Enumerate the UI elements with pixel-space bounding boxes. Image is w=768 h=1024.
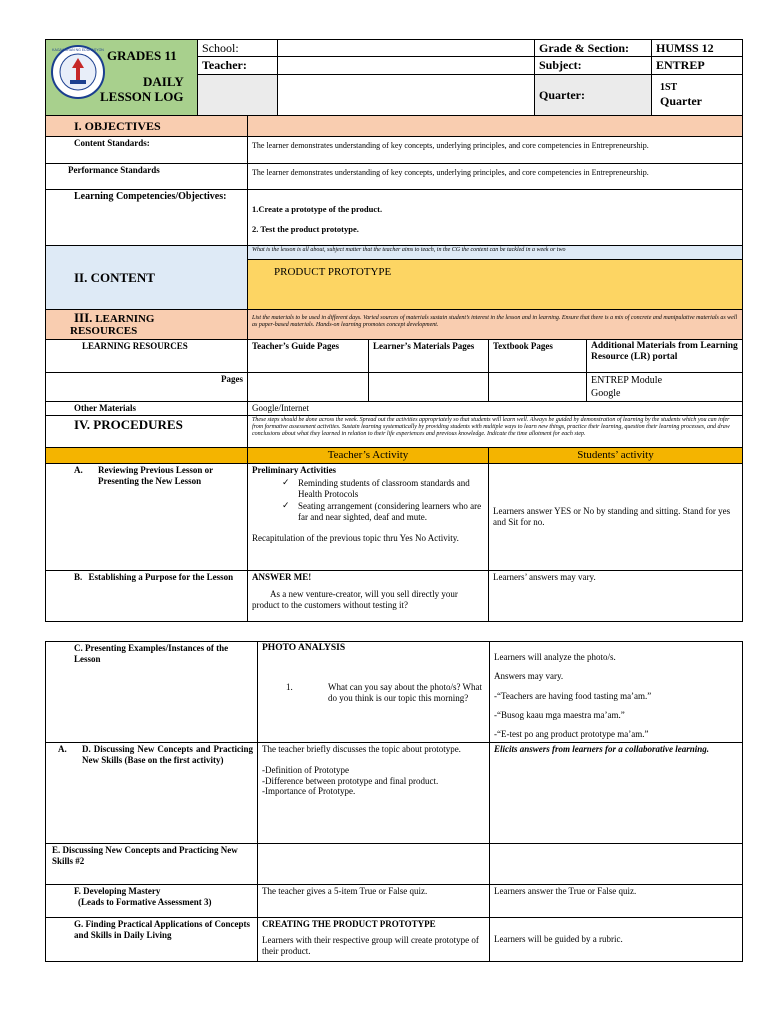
google-name: Google [591,388,621,399]
step-g-teacher [258,918,490,962]
step-f-label [46,885,258,918]
content-title: II. CONTENT [46,246,248,310]
other-materials-label: Other Materials [46,402,248,416]
step-d-letter: A. [58,744,67,754]
step-b-text: Establishing a Purpose for the Lesson [88,571,234,582]
procedures-note: These steps should be done across the week. Spread out the activities appropriately so that students will learn well. Always be guided by demonstration of learning by the students which you can infer from formative assessment activities. Sustain learning systematically by providing students with multiple ways to learn new things, practice their learning, question their learning processes, and draw conclusions about what they learned in relation to their life experiences and previous knowledge. Indicate the time allotment for each step. [248,415,743,447]
students-activity-header: Students’ activity [489,447,743,463]
resources-title-text: LEARNING [92,313,155,325]
photo-analysis-heading: PHOTO ANALYSIS [262,643,346,653]
other-materials-value: Google/Internet [248,402,743,416]
resources-title-num: III. [74,310,93,325]
step-a-students: Learners answer YES or No by standing and sitting. Stand for yes and Sit for no. [489,463,743,570]
step-e-teacher [258,844,490,885]
question-number: 1. [286,682,293,693]
step-b-teacher [248,570,489,621]
step-c-teacher [258,642,490,743]
resources-note: List the materials to be used in different days. Varied sources of materials sustain student’s interest in the lesson and in learning. Ensure that there is a mix of concrete and manipulative materials as well as paper-based materials. Hands-on learning promotes concept development. [248,310,743,340]
lesson-table-page-1 [45,115,743,622]
content-topic: PRODUCT PROTOTYPE [248,260,743,310]
step-d-teacher [258,743,490,844]
performance-standards-label: Performance Standards [46,164,248,190]
step-a-label [46,463,248,570]
student-line: Answers may vary. [494,671,564,682]
student-line: -“Teachers are having food tasting ma’am.” [494,690,652,701]
content-standards-value: The learner demonstrates understanding of key concepts, underlying principles, and core competencies in Entrepreneurship. [248,137,743,164]
teacher-label: Teacher: [198,57,278,74]
creating-prototype-heading: CREATING THE PRODUCT PROTOTYPE [262,919,436,929]
quarter-label: Quarter: [535,74,652,116]
step-d-students: Elicits answers from learners for a collaborative learning. [490,743,743,844]
competency-1: 1.Create a prototype of the product. [252,204,383,214]
step-c-label: C. Presenting Examples/Instances of the Lesson [46,642,258,743]
student-line: -“E-test po ang product prototype ma’am.” [494,729,649,739]
subject-value: ENTREP [652,57,743,74]
step-f-students: Learners answer the True or False quiz. [490,885,743,918]
step-b-students: Learners’ answers may vary. [489,570,743,621]
step-a-teacher [248,463,489,570]
step-d-label [46,743,258,844]
deped-seal-icon [50,44,106,100]
competencies-value [248,190,743,246]
discussion-point: -Difference between prototype and final product. [262,775,439,786]
performance-standards-value: The learner demonstrates understanding of key concepts, underlying principles, and core competencies in Entrepreneurship. [248,164,743,190]
module-name: ENTREP Module [591,375,663,386]
list-item: ✓ Seating arrangement (considering learners who are far and near sighted, deaf and mute. [282,501,484,523]
school-label: School: [198,40,278,57]
teachers-guide-pages [248,373,369,402]
objectives-title-fill [248,116,743,137]
step-a-letter: A. [74,464,83,475]
resources-title-line-2: RESOURCES [70,325,138,338]
blank-cell [278,74,535,116]
teacher-value [278,57,535,74]
seal-text: KAGAWARAN NG EDUKASYON [52,48,104,52]
step-b-letter: B. [74,571,83,582]
competency-2: 2. Test the product prototype. [252,224,359,235]
step-b-label [46,570,248,621]
textbook-pages [489,373,587,402]
additional-materials-label: Additional Materials from Learning Resource (LR) portal [587,340,743,373]
school-value [278,40,535,57]
answer-me-heading: ANSWER ME! [252,571,312,582]
procedures-title: IV. PROCEDURES [46,415,248,447]
step-e-label: E. Discussing New Concepts and Practicing New Skills #2 [46,844,258,885]
student-line: Learners will analyze the photo/s. [494,652,616,662]
learners-materials-pages [369,373,489,402]
quarter-value [652,74,743,116]
textbook-pages-label: Textbook Pages [489,340,587,373]
procedures-header-blank [46,447,248,463]
competencies-label: Learning Competencies/Objectives: [46,190,248,246]
pages-label: Pages [46,373,248,402]
step-g-students: Learners will be guided by a rubric. [490,918,743,962]
step-e-students [490,844,743,885]
grades-label: GRADES 11 [107,48,177,63]
grade-section-value: HUMSS 12 [652,40,743,57]
quarter-value-word: Quarter [660,94,702,109]
step-a-text: Reviewing Previous Lesson or Presenting the New Lesson [98,464,213,486]
quarter-value-number: 1ST [660,82,678,94]
objectives-title: I. OBJECTIVES [46,116,248,137]
step-d-text: D. Discussing New Concepts and Practicing New Skills (Base on the first activity) [82,744,253,765]
step-g-label: G. Finding Practical Applications of Concepts and Skills in Daily Living [46,918,258,962]
discussion-intro: The teacher briefly discusses the topic about prototype. [262,744,461,754]
list-item: ✓ Reminding students of classroom standards and Health Protocols [282,478,484,500]
creating-prototype-text: Learners with their respective group will create prototype of their product. [262,934,479,956]
grade-section-label: Grade & Section: [535,40,652,57]
subject-label: Subject: [535,57,652,74]
content-note: What is the lesson is all about, subject matter that the teacher aims to teach, in the CG the content can be tackled in a week or two [248,246,743,260]
recap-text: Recapitulation of the previous topic thru Yes No Activity. [252,532,459,543]
lesson-table-page-2 [45,641,743,962]
student-line: -“Busog kaau mga maestra ma’am.” [494,709,625,720]
discussion-point: -Importance of Prototype. [262,786,356,797]
step-f-title: F. Developing Mastery [74,886,161,896]
discussion-point: -Definition of Prototype [262,764,349,775]
lesson-log-label: LESSON LOG [100,89,184,104]
additional-materials-value [587,373,743,402]
answer-me-question: As a new venture-creator, will you sell directly your product to the customers without testing it? [252,588,458,610]
daily-label: DAILY [143,74,184,89]
teachers-activity-header: Teacher’s Activity [248,447,489,463]
blank-cell [198,74,278,116]
resources-title [46,310,248,340]
learning-resources-label: LEARNING RESOURCES [46,340,248,373]
step-f-subtitle: (Leads to Formative Assessment 3) [78,896,212,907]
step-f-teacher: The teacher gives a 5-item True or False quiz. [258,885,490,918]
learners-materials-label: Learner’s Materials Pages [369,340,489,373]
photo-question: What can you say about the photo/s? What do you think is our topic this morning? [328,682,483,704]
preliminary-activities-heading: Preliminary Activities [252,464,337,475]
teachers-guide-label: Teacher’s Guide Pages [248,340,369,373]
content-standards-label: Content Standards: [46,137,248,164]
header-table [45,39,743,117]
header-title-cell [46,40,198,117]
step-c-students [490,642,743,743]
preliminary-activities-list [252,478,484,523]
